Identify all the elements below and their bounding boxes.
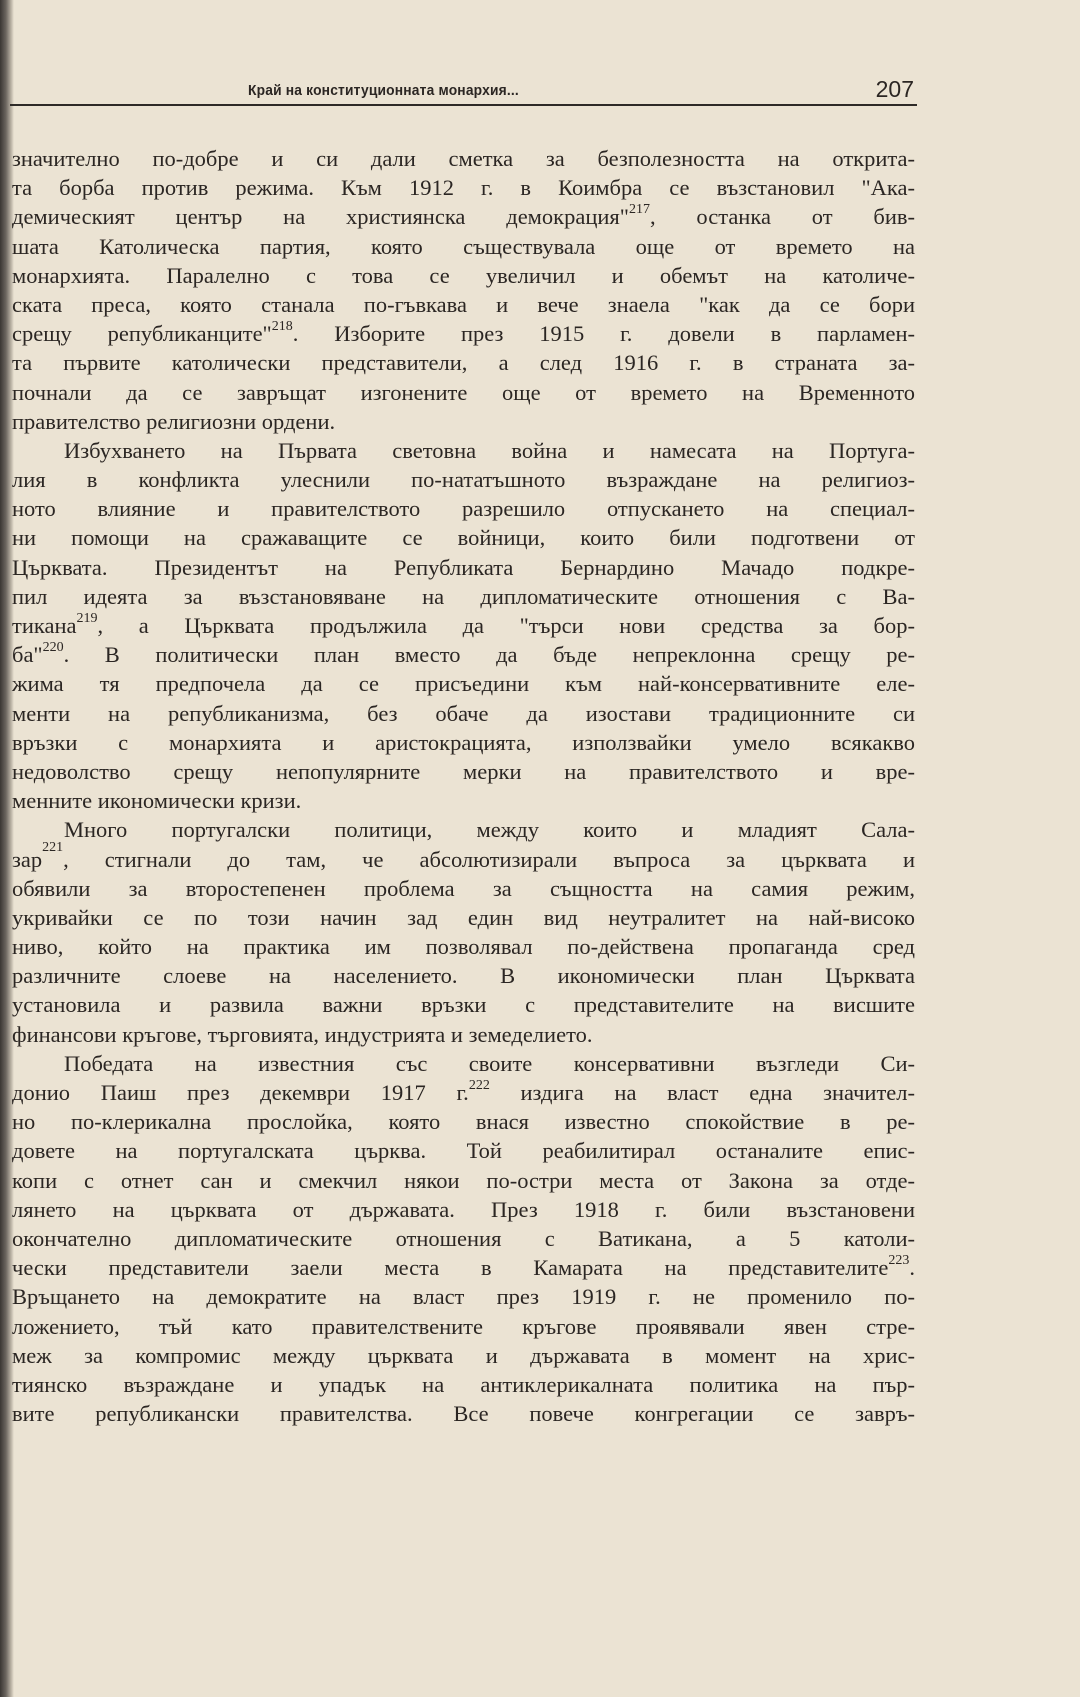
- text-line: [12, 1107, 915, 1136]
- text-segment: , останка от бив-: [649, 204, 915, 230]
- text-line: [12, 1020, 915, 1049]
- text-line: [12, 611, 915, 640]
- text-segment: , а Църквата продължила да "търси нови средства за бор-: [97, 613, 915, 638]
- footnote-reference: 217: [628, 202, 650, 218]
- text-line: [12, 839, 915, 874]
- text-segment: чески представители заели места в Камарата на представителите: [12, 1255, 889, 1281]
- text-line: [12, 786, 915, 815]
- paragraph: [12, 1049, 915, 1428]
- text-segment: тикана: [12, 613, 77, 638]
- text-segment: ба": [12, 642, 43, 668]
- page-number: 207: [875, 76, 914, 102]
- text-line: [12, 144, 915, 173]
- text-segment: . Изборите през 1915 г. довели в парламен-: [292, 321, 915, 347]
- text-line: [12, 202, 915, 231]
- text-line: [12, 348, 915, 377]
- footnote-reference: 222: [468, 1078, 490, 1093]
- text-line: [12, 261, 915, 290]
- header-rule: [10, 104, 917, 106]
- paragraph: [12, 815, 915, 1049]
- text-line: [12, 815, 915, 844]
- text-line: [12, 1049, 915, 1078]
- text-segment: Победата на известния със своите консервативни възгледи Си-: [64, 1050, 915, 1076]
- text-line: [12, 1253, 915, 1282]
- text-segment: но по-клерикална прослойка, която внася известно спокойствие в ре-: [12, 1109, 915, 1135]
- footnote-reference: 220: [42, 640, 64, 656]
- text-segment: ложението, тъй като правителствените кръгове проявявали явен стре-: [12, 1313, 915, 1339]
- text-segment: та първите католически представители, а след 1916 г. в страната за-: [12, 350, 915, 376]
- text-segment: жима тя предпочела да се присъедини към най-консервативните еле-: [12, 671, 915, 697]
- text-segment: различните слоеве на населението. В икономически план Църквата: [12, 963, 915, 989]
- text-line: [12, 903, 915, 932]
- text-line: [12, 290, 915, 319]
- text-line: [12, 1078, 915, 1107]
- text-segment: тиянско възраждане и упадък на антиклерикалната политика на пър-: [12, 1371, 915, 1397]
- text-segment: .: [909, 1255, 915, 1281]
- text-segment: меж за компромис между църквата и държавата в момент на хрис-: [12, 1342, 915, 1368]
- text-segment: лия в конфликта улеснили по-нататъшното възраждане на религиоз-: [12, 467, 915, 493]
- text-segment: укривайки се по този начин зад един вид неутралитет на най-високо: [12, 904, 915, 930]
- text-segment: недоволство срещу непопулярните мерки на правителството и вре-: [12, 758, 915, 784]
- text-line: [12, 494, 915, 523]
- text-line: [12, 757, 915, 786]
- text-segment: срещу републиканците": [12, 321, 272, 347]
- text-segment: издига на власт една значител-: [489, 1080, 915, 1105]
- text-line: [12, 232, 915, 261]
- text-line: [12, 932, 915, 961]
- text-line: [12, 640, 915, 669]
- text-segment: ниво, който на практика им позволявал по-действена пропаганда сред: [12, 934, 915, 960]
- text-segment: ската преса, която станала по-гъвкава и вече знаела "как да се бори: [12, 291, 915, 317]
- text-segment: демическият център на християнска демокрация": [12, 204, 629, 230]
- text-line: [12, 669, 915, 698]
- text-line: [12, 436, 915, 465]
- text-segment: ни помощи на сражаващите се войници, които били подготвени от: [12, 525, 915, 551]
- text-segment: Много португалски политици, между които и младият Сала-: [64, 817, 915, 843]
- text-line: [12, 319, 915, 348]
- text-segment: , стигнали до там, че абсолютизирали въпроса за църквата и: [63, 846, 915, 872]
- text-segment: почнали да се завръщат изгонените още от времето на Временното: [12, 379, 915, 405]
- text-segment: монархията. Паралелно с това се увеличил и обемът на католиче-: [12, 262, 915, 288]
- text-segment: вите републикански правителства. Все повече конгрегации се завръ-: [12, 1401, 915, 1427]
- text-segment: обявили за второстепенен проблема за същността на самия режим,: [12, 875, 915, 901]
- text-segment: менните икономически кризи.: [12, 788, 302, 814]
- running-header: [10, 78, 916, 106]
- text-line: [12, 1136, 915, 1165]
- text-segment: ното влияние и правителството разрешило отпускането на специал-: [12, 496, 915, 522]
- footnote-reference: 218: [271, 319, 293, 335]
- text-line: [12, 378, 915, 407]
- running-header-title: Край на конституционната монархия...: [248, 82, 519, 99]
- footnote-reference: 223: [888, 1253, 910, 1269]
- text-line: [12, 1312, 915, 1341]
- text-line: [12, 961, 915, 990]
- text-segment: Връщането на демократите на власт през 1919 г. не променило по-: [12, 1284, 915, 1310]
- text-line: [12, 990, 915, 1019]
- text-line: [12, 1282, 915, 1311]
- text-segment: установила и развила важни връзки с представителите на висшите: [12, 992, 915, 1018]
- text-line: [12, 728, 915, 757]
- text-line: [12, 407, 915, 436]
- text-segment: менти на републиканизма, без обаче да изостави традиционните си: [12, 700, 915, 726]
- text-line: [12, 1341, 915, 1370]
- paragraph: [12, 144, 915, 436]
- text-segment: окончателно дипломатическите отношения с Ватикана, а 5 католи-: [12, 1225, 915, 1251]
- footnote-reference: 221: [42, 839, 64, 855]
- body-text: [12, 144, 915, 1428]
- text-segment: та борба против режима. Към 1912 г. в Коимбра се възстановил "Ака-: [12, 175, 915, 201]
- text-line: [12, 523, 915, 552]
- text-line: [12, 1224, 915, 1253]
- text-segment: Църквата. Президентът на Републиката Бернардино Мачадо подкре-: [12, 554, 915, 580]
- text-line: [12, 582, 915, 611]
- text-line: [12, 1370, 915, 1399]
- text-segment: зар: [12, 846, 43, 872]
- text-segment: връзки с монархията и аристокрацията, използвайки умело всякакво: [12, 729, 915, 755]
- text-line: [12, 1399, 915, 1428]
- paragraph: [12, 436, 915, 815]
- text-line: [12, 874, 915, 903]
- text-line: [12, 1166, 915, 1195]
- text-line: [12, 1195, 915, 1224]
- text-line: [12, 173, 915, 202]
- text-segment: пил идеята за възстановяване на дипломатическите отношения с Ва-: [12, 583, 915, 609]
- text-segment: финансови кръгове, търговията, индустрията и земеделието.: [12, 1021, 593, 1047]
- footnote-reference: 219: [76, 611, 98, 626]
- text-line: [12, 465, 915, 494]
- text-line: [12, 553, 915, 582]
- text-segment: Избухването на Първата световна война и намесата на Португа-: [64, 437, 915, 463]
- text-segment: донио Паиш през декември 1917 г.: [12, 1080, 469, 1105]
- text-segment: шата Католическа партия, която съществувала още от времето на: [12, 233, 915, 259]
- text-segment: довете на португалската църква. Той реабилитирал останалите епис-: [12, 1138, 915, 1164]
- text-segment: . В политически план вместо да бъде непреклонна срещу ре-: [63, 642, 915, 668]
- text-segment: лянето на църквата от държавата. През 1918 г. били възстановени: [12, 1196, 915, 1222]
- text-line: [12, 699, 915, 728]
- text-segment: правителство религиозни ордени.: [12, 408, 336, 434]
- text-segment: копи с отнет сан и смекчил някои по-остри места от Закона за отде-: [12, 1167, 915, 1193]
- text-segment: значително по-добре и си дали сметка за безполезността на открита-: [12, 146, 915, 171]
